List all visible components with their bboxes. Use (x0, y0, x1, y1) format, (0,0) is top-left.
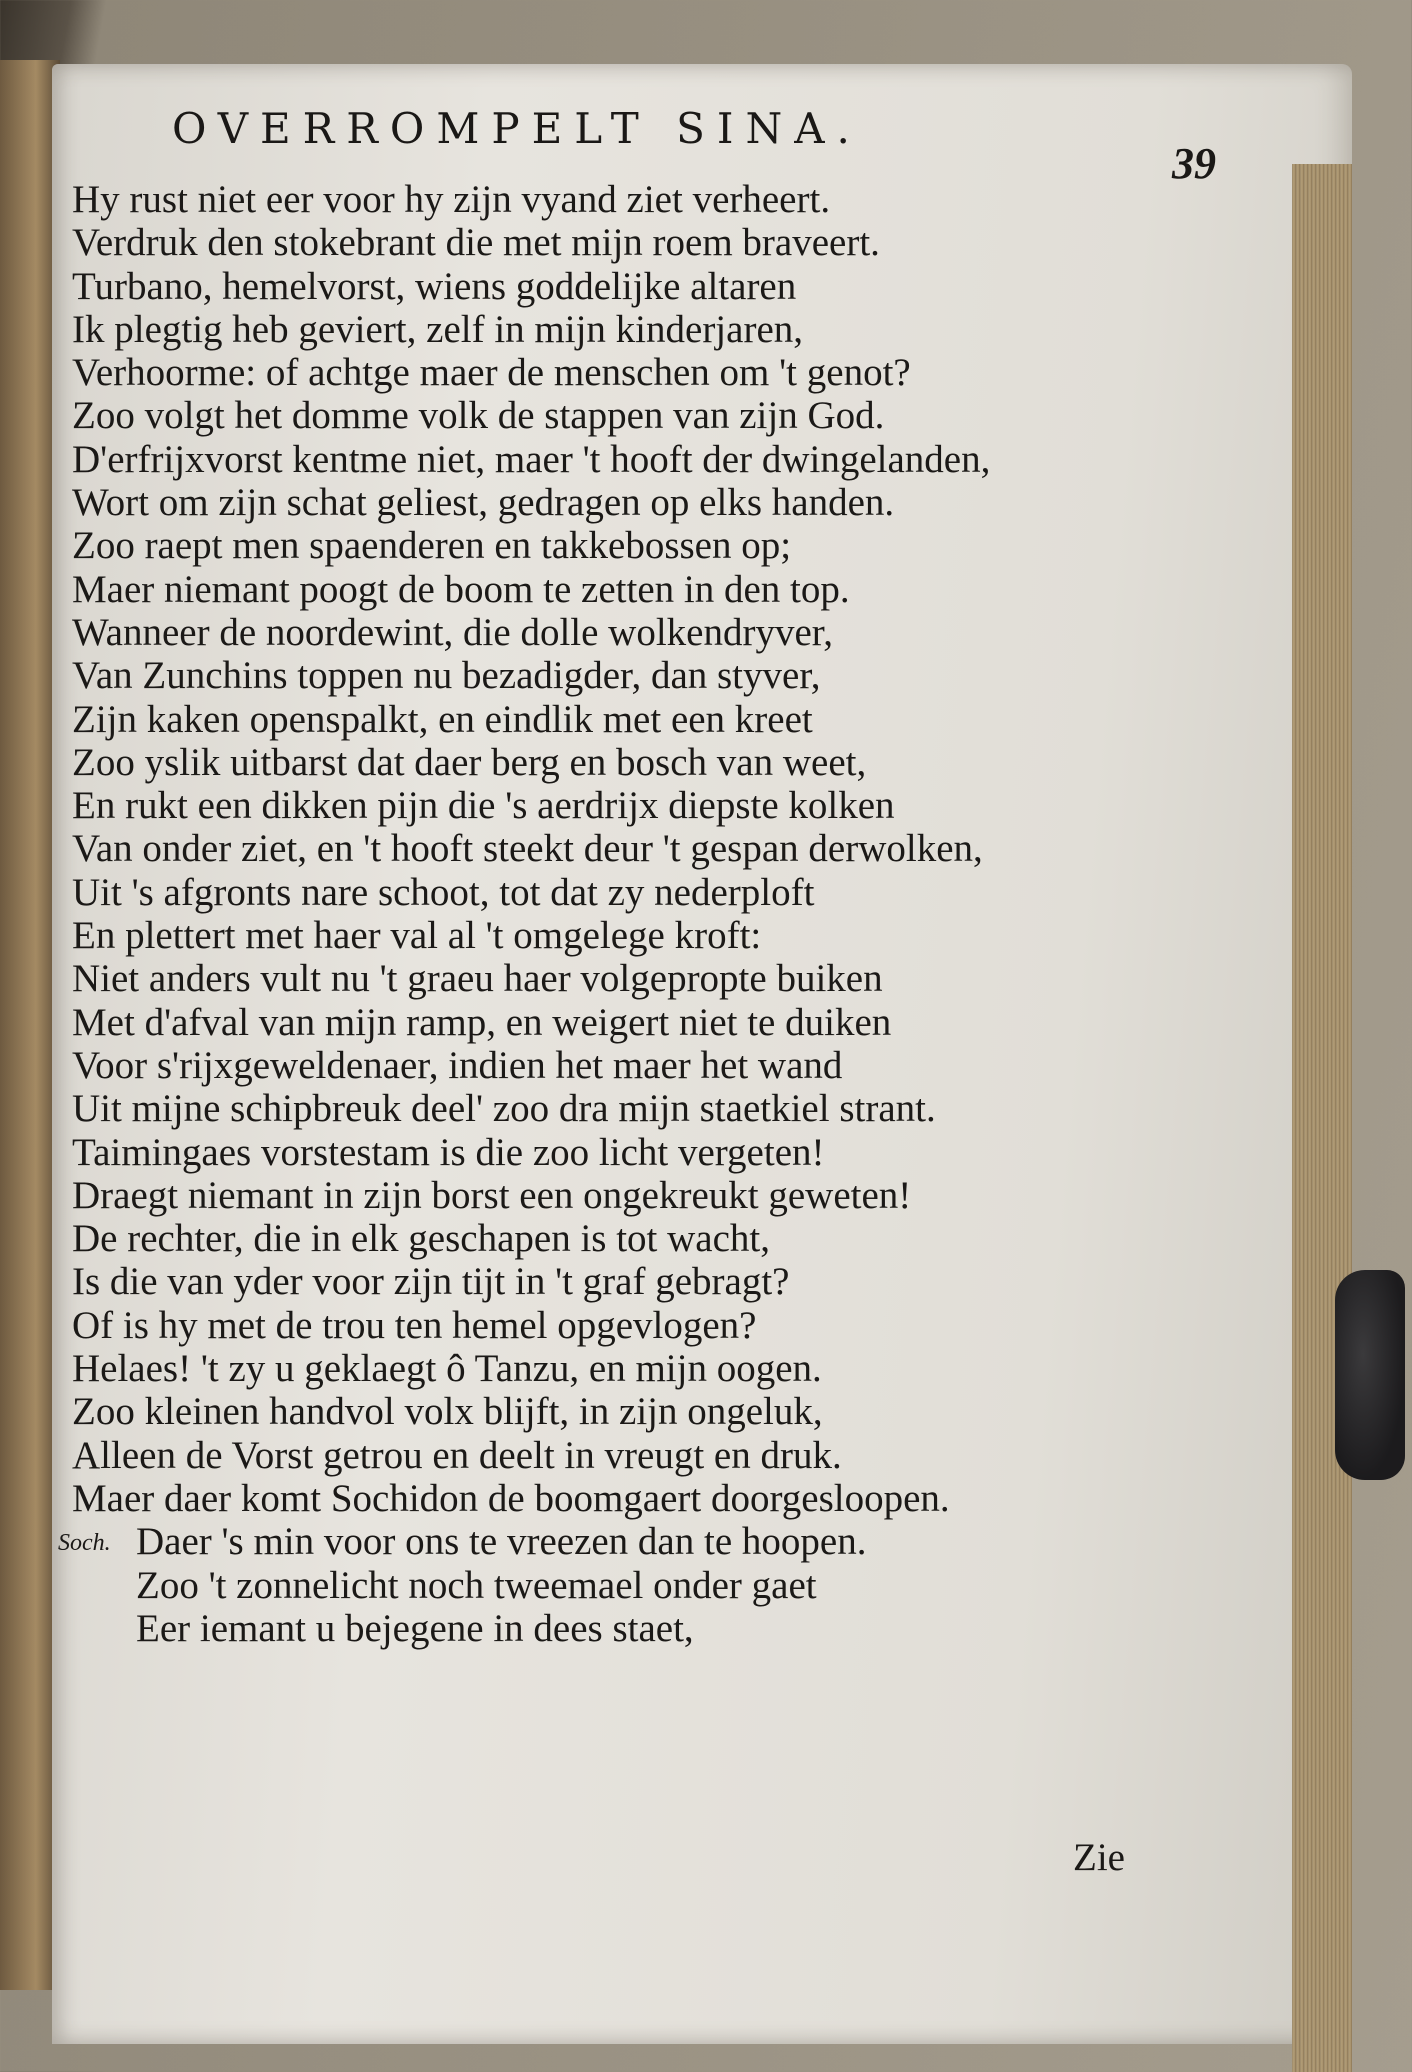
facing-page-edge (0, 60, 60, 1990)
verse-line: Zoo raept men spaenderen en takkebossen op; (72, 524, 792, 568)
verse-line: En rukt een dikken pijn die 's aerdrijx diepste kolken (72, 784, 895, 828)
verse-block (58, 178, 1302, 1650)
verse-line: Is die van yder voor zijn tijt in 't graf gebragt? (72, 1260, 790, 1304)
verse-line: Zoo kleinen handvol volx blijft, in zijn ongeluk, (72, 1390, 823, 1434)
verse-line: Van onder ziet, en 't hooft steekt deur 't gespan derwolken, (72, 827, 983, 871)
verse-line: Zoo yslik uitbarst dat daer berg en bosch van weet, (72, 740, 867, 784)
verse-line: De rechter, die in elk geschapen is tot wacht, (72, 1217, 771, 1261)
verse-line: En plettert met haer val al 't omgelege kroft: (72, 914, 762, 958)
speech-line (58, 1520, 1302, 1564)
verse-line: Turbano, hemelvorst, wiens goddelijke altaren (72, 264, 797, 308)
speech-text: Daer 's min voor ons te vreezen dan te hoopen. (136, 1520, 867, 1564)
verse-line: Wanneer de noordewint, die dolle wolkendryver, (72, 610, 833, 654)
verse-line: Helaes! 't zy u geklaegt ô Tanzu, en mijn oogen. (72, 1347, 822, 1391)
verse-line: Of is hy met de trou ten hemel opgevlogen? (72, 1303, 757, 1347)
verse-line: Maer daer komt Sochidon de boomgaert doorgesloopen. (72, 1476, 950, 1520)
verse-line: Verdruk den stokebrant die met mijn roem braveert. (72, 221, 880, 265)
running-title: OVERROMPELT SINA. (172, 104, 862, 153)
verse-line: Niet anders vult nu 't graeu haer volgepropte buiken (72, 957, 883, 1001)
verse-line: Maer niemant poogt de boom te zetten in den top. (72, 567, 850, 611)
bookmark-ribbon (1335, 1270, 1405, 1480)
verse-line: Draegt niemant in zijn borst een ongekreukt geweten! (72, 1173, 912, 1217)
verse-line: Uit 's afgronts nare schoot, tot dat zy nederploft (72, 870, 815, 914)
verse-line: Van Zunchins toppen nu bezadigder, dan styver, (72, 654, 821, 698)
speaker-label: Soch. (58, 1530, 111, 1557)
verse-line: Ik plegtig heb geviert, zelf in mijn kinderjaren, (72, 307, 804, 351)
speech-line: Zoo 't zonnelicht noch tweemael onder gaet (136, 1563, 817, 1607)
verse-line: Uit mijne schipbreuk deel' zoo dra mijn staetkiel strant. (72, 1087, 936, 1131)
verse-line: Hy rust niet eer voor hy zijn vyand ziet verheert. (72, 178, 831, 221)
verse-line: Alleen de Vorst getrou en deelt in vreugt en druk. (72, 1433, 842, 1477)
verse-line: D'erfrijxvorst kentme niet, maer 't hooft der dwingelanden, (72, 437, 991, 481)
verse-line: Verhoorme: of achtge maer de menschen om 't genot? (72, 351, 911, 395)
catchword: Zie (1073, 1836, 1125, 1879)
verse-line: Zijn kaken openspalkt, en eindlik met een kreet (72, 697, 813, 741)
speech-line: Eer iemant u bejegene in dees staet, (136, 1606, 694, 1650)
verse-line: Zoo volgt het domme volk de stappen van zijn God. (72, 394, 885, 438)
verse-line: Voor s'rijxgeweldenaer, indien het maer het wand (72, 1043, 843, 1087)
page-number: 39 (1172, 139, 1216, 188)
verse-line: Taimingaes vorstestam is die zoo licht vergeten! (72, 1130, 825, 1174)
verse-line: Wort om zijn schat geliest, gedragen op elks handen. (72, 481, 895, 525)
verse-line: Met d'afval van mijn ramp, en weigert niet te duiken (72, 1000, 892, 1044)
